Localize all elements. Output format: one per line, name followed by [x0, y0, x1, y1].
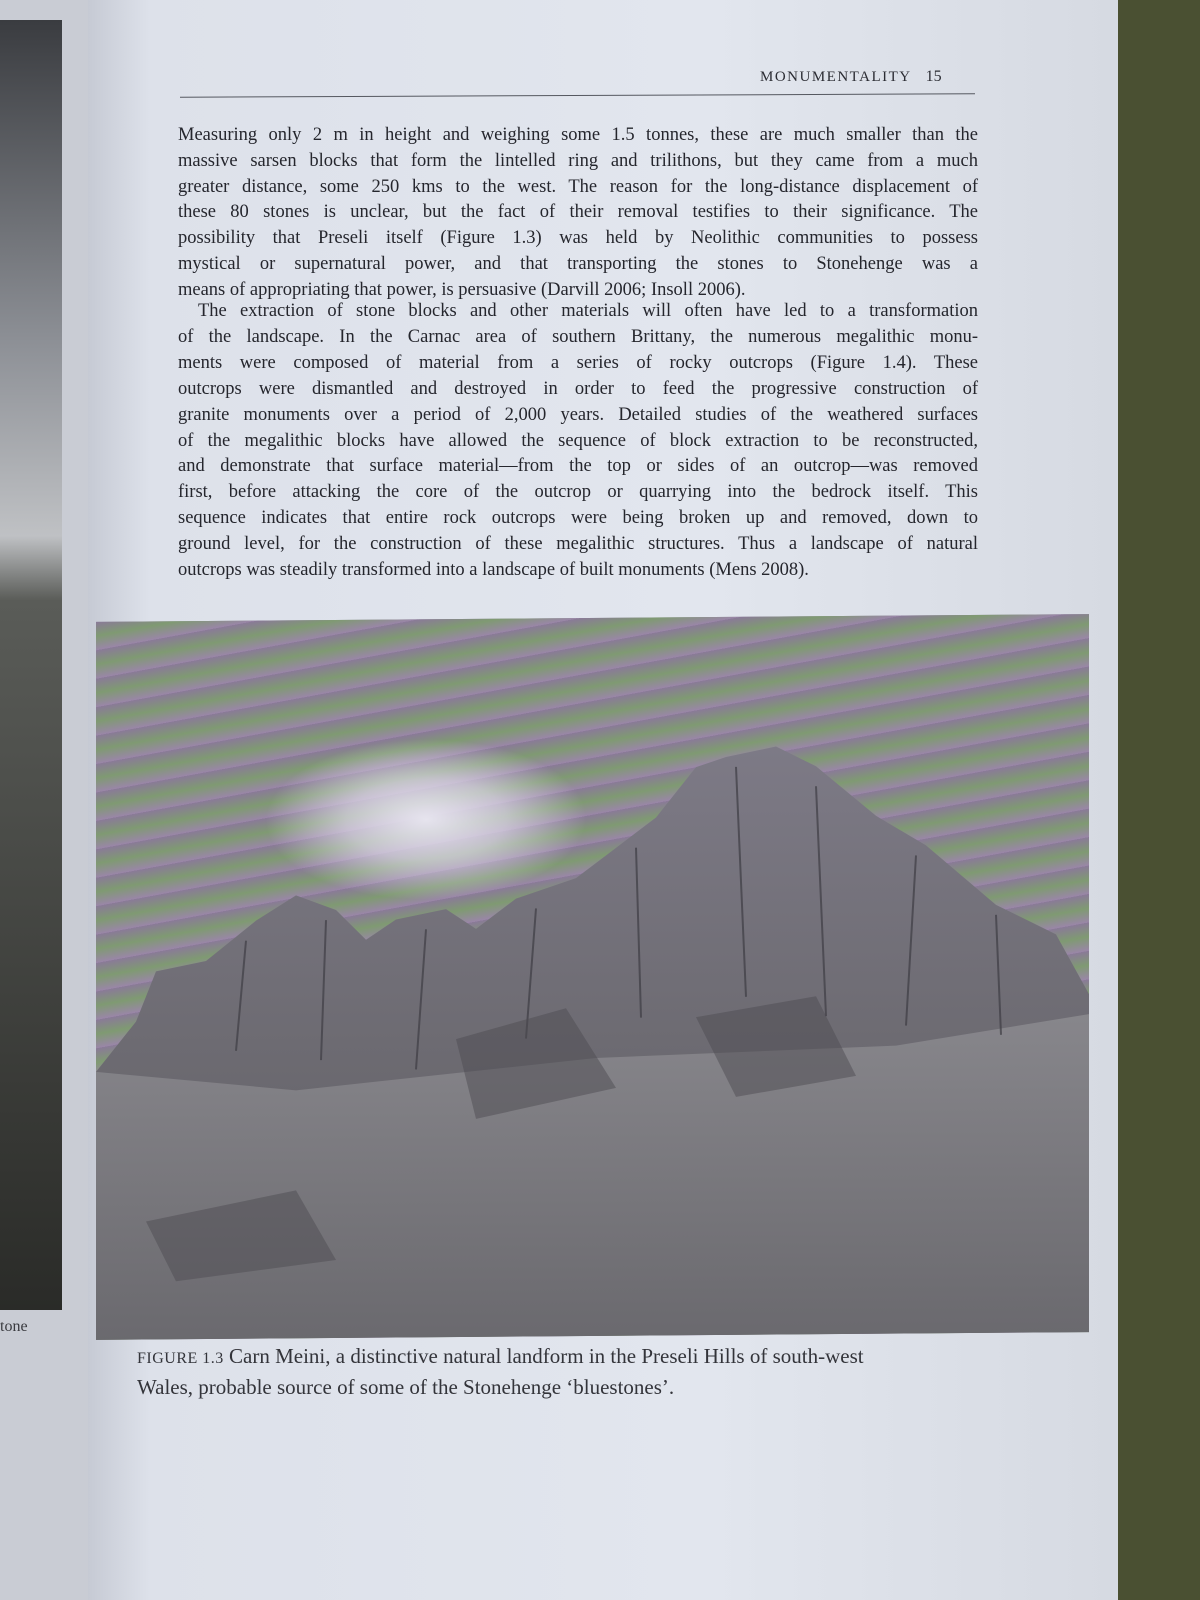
text-line: possibility that Preseli itself (Figure 1.3) was held by Neolithic communities to possess	[178, 228, 978, 249]
text-line: The extraction of stone blocks and other materials will often have led to a transformation	[198, 301, 978, 321]
text-line: granite monuments over a period of 2,000 years. Detailed studies of the weathered surfaces	[178, 404, 978, 425]
text-line: outcrops were dismantled and destroyed in order to feed the progressive construction of	[178, 378, 978, 399]
text-line: of the landscape. In the Carnac area of southern Brittany, the numerous megalithic monu-	[178, 326, 978, 347]
facing-page-text-fragment: tone	[0, 1318, 28, 1335]
text-line: these 80 stones is unclear, but the fact of their removal testifies to their significance. The	[178, 202, 978, 223]
caption-line-1: FIGURE 1.3 Carn Meini, a distinctive natural landform in the Preseli Hills of south-west	[137, 1344, 864, 1368]
text-line: first, before attacking the core of the outcrop or quarrying into the bedrock itself. This	[178, 482, 978, 503]
text-line: means of appropriating that power, is persuasive (Darvill 2006; Insoll 2006).	[178, 279, 746, 300]
text-line: mystical or supernatural power, and that transporting the stones to Stonehenge was a	[178, 254, 978, 274]
figure-caption	[137, 1342, 1057, 1401]
text-line: outcrops was steadily transformed into a landscape of built monuments (Mens 2008).	[178, 560, 809, 580]
figure-photo-carn-meini	[96, 614, 1089, 1340]
text-line: ments were composed of material from a series of rocky outcrops (Figure 1.4). These	[178, 352, 978, 373]
text-line: Measuring only 2 m in height and weighing some 1.5 tonnes, these are much smaller than the	[178, 125, 978, 145]
facing-page-edge	[0, 0, 95, 1600]
page-number: 15	[925, 68, 942, 85]
text-line: sequence indicates that entire rock outcrops were being broken up and removed, down to	[178, 508, 978, 529]
text-line: greater distance, some 250 kms to the west. The reason for the long-distance displacement of	[178, 176, 978, 197]
text-line: and demonstrate that surface material—from the top or sides of an outcrop—was removed	[178, 456, 978, 477]
running-title: MONUMENTALITY	[760, 69, 912, 85]
running-header	[760, 68, 942, 86]
rock-outcrop-illustration	[96, 614, 1089, 1340]
figure-label: FIGURE 1.3	[137, 1350, 224, 1367]
text-line: massive sarsen blocks that form the lintelled ring and trilithons, but they came from a much	[178, 150, 978, 171]
text-line: of the megalithic blocks have allowed the sequence of block extraction to be reconstructed,	[178, 430, 978, 451]
text-line: ground level, for the construction of these megalithic structures. Thus a landscape of natural	[178, 534, 978, 555]
facing-page-photo	[0, 20, 62, 1310]
caption-line-2: Wales, probable source of some of the Stonehenge ‘bluestones’.	[137, 1375, 675, 1399]
